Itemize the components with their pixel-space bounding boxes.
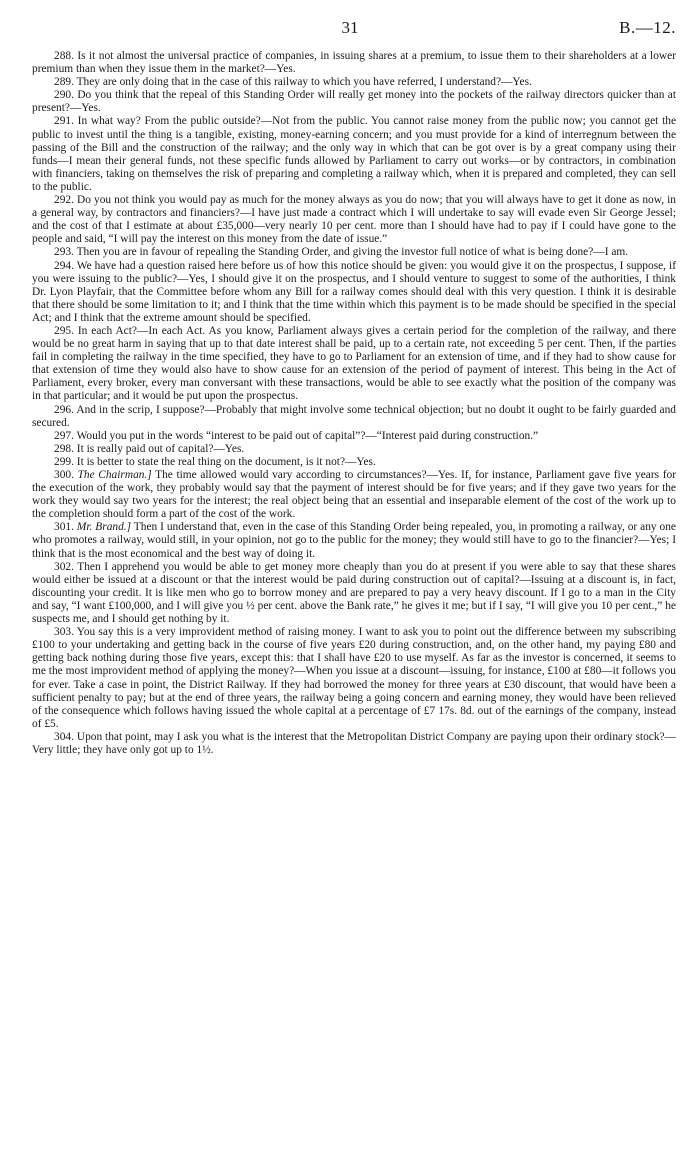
question-300: [32, 469, 676, 521]
question-296: 296. And in the scrip, I suppose?—Probably that might involve some technical objection; but no doubt it ought to be fairly guarded and secured.: [32, 403, 676, 429]
question-292: 292. Do you not think you would pay as much for the money always as you do now; that you will always have to get it done as now, in a general way, by contractors and financiers?—I have just made a contract which I will undertake to say will evade even Sir George Jessel; and the cost of that I estimate at about £35,000—very nearly 10 per cent. more than I should have had to pay if I could have gone to the people and said, “I will pay the interest on this money from the date of issue.”: [32, 194, 676, 246]
speaker-name: Mr. Brand.]: [76, 521, 132, 534]
question-289: 289. They are only doing that in the case of this railway to which you have referred, I understand?—Yes.: [54, 76, 532, 89]
question-293: 293. Then you are in favour of repealing the Standing Order, and giving the investor full notice of what is being done?—I am.: [54, 246, 629, 259]
question-301: [32, 521, 676, 560]
question-288: 288. Is it not almost the universal practice of companies, in issuing shares at a premium, to issue them to their shareholders at a lower premium than when they issue them in the market?—Yes.: [32, 50, 676, 76]
question-297: 297. Would you put in the words “interest to be paid out of capital”?—“Interest paid during construction.”: [54, 429, 539, 442]
question-number: 300.: [54, 469, 74, 481]
question-299: 299. It is better to state the real thing on the document, is it not?—Yes.: [54, 455, 376, 468]
question-text: Then I understand that, even in the case of this Standing Order being repealed, you, in promoting a railway, or any one who promotes a railway, would still, in your opinion, not go to the public for the money; they would still have to go to the financier?—Yes; I think that is the most economical and the best way of doing it.: [32, 521, 676, 560]
page-header: [0, 18, 700, 42]
question-290: 290. Do you think that the repeal of this Standing Order will really get money into the pockets of the railway directors quicker than at present?—Yes.: [32, 89, 676, 115]
question-294: 294. We have had a question raised here before us of how this notice should be given: you would give it on the prospectus, I suppose, if you were issuing to the public?—Yes, I should give it on the prospectus, and I should venture to suggest to some of the authorities, I think Dr. Lyon Playfair, that the Committee before whom any Bill for a railway comes should deal with this very question. I think it is desirable that there should be some limitation to it; and I think that the time within which this payment is to be made should be specified in the special Act; and I think that the extreme amount should be specified.: [32, 259, 676, 324]
page-number: 31: [341, 18, 359, 37]
question-291: 291. In what way? From the public outside?—Not from the public. You cannot raise money from the public now; you cannot get the public to invest until the thing is a tangible, existing, money-earning concern; and you must provide for a kind of interregnum between the passing of the Bill and the construction of the railway; and the only way in which that can be got over is by a great company using their funds—I mean their general funds, not these specific funds allowed by Parliament to carry out works—or by contractors, in combination with financiers, taking on themselves the risk of preparing and completing a railway which, when it is prepared and completed, they can sell to the public.: [32, 115, 676, 193]
document-reference: B.—12.: [619, 18, 676, 37]
question-295: 295. In each Act?—In each Act. As you know, Parliament always gives a certain period for the completion of the railway, and there would be no great harm in saying that up to that date interest shall be paid, up to a certain rate, not exceeding 5 per cent. Then, if the parties fail in completing the railway in the time specified, they have to go to Parliament for an extension of time, and if they had to show cause for that extension of time they would also have to show cause for an extension of the period of payment of interest. This being in the Act of Parliament, every broker, every man conversant with these transactions, would be able to see exactly what the position of the company was in that particular; and it would be put upon the prospectus.: [32, 324, 676, 403]
question-304: 304. Upon that point, may I ask you what is the interest that the Metropolitan District Company are paying upon their ordinary stock?—Very little; they have only got up to 1½.: [32, 730, 676, 756]
question-298: 298. It is really paid out of capital?—Yes.: [54, 442, 245, 455]
speaker-name: The Chairman.]: [77, 469, 152, 481]
question-number: 301.: [54, 521, 74, 534]
question-302: 302. Then I apprehend you would be able to get money more cheaply than you do at present if you were able to say that these shares would either be issued at a discount or that the interest would be paid during construction out of capital?—Issuing at a discount is, in fact, discounting your credit. It is like men who go to borrow money and are prepared to pay a very heavy discount. If I go to a man in the City and say, “I want £100,000, and I will give you ½ per cent. above the Bank rate,” he gives it me; but if I say, “I will give you 10 per cent.,” he suspects me, and I should get nothing by it.: [32, 560, 676, 626]
question-303: 303. You say this is a very improvident method of raising money. I want to ask you to point out the difference between my subscribing £100 to your undertaking and getting back in the course of five years £20 during construction, and, on the other hand, my paying £80 and getting back nothing during those five years, except this: that I shall have £20 to use myself. As far as the investor is concerned, it seems to me the most improvident method of applying the money?—When you issue at a discount—issuing, for instance, £100 at £80—it follows you for ever. Take a case in point, the District Railway. If they had borrowed the money for three years at £30 discount, that would have been a sufficient penalty to pay; but at the end of three years, the railway being a going concern and earning money, they would have been relieved of the consequence which follows having issued the whole capital at a percentage of £7 17s. 8d. out of the earnings of the company, instead of £5.: [32, 626, 676, 730]
body-text: [32, 50, 676, 757]
question-text: The time allowed would vary according to circumstances?—Yes. If, for instance, Parliament gave five years for the execution of the work, they probably would say that the payment of interest should be for five years; and if they gave two years for the work they would say two years for the interest; the real object being that an essential and inseparable element of the cost of the work up to the completion should form a part of the cost of the work.: [32, 469, 676, 521]
